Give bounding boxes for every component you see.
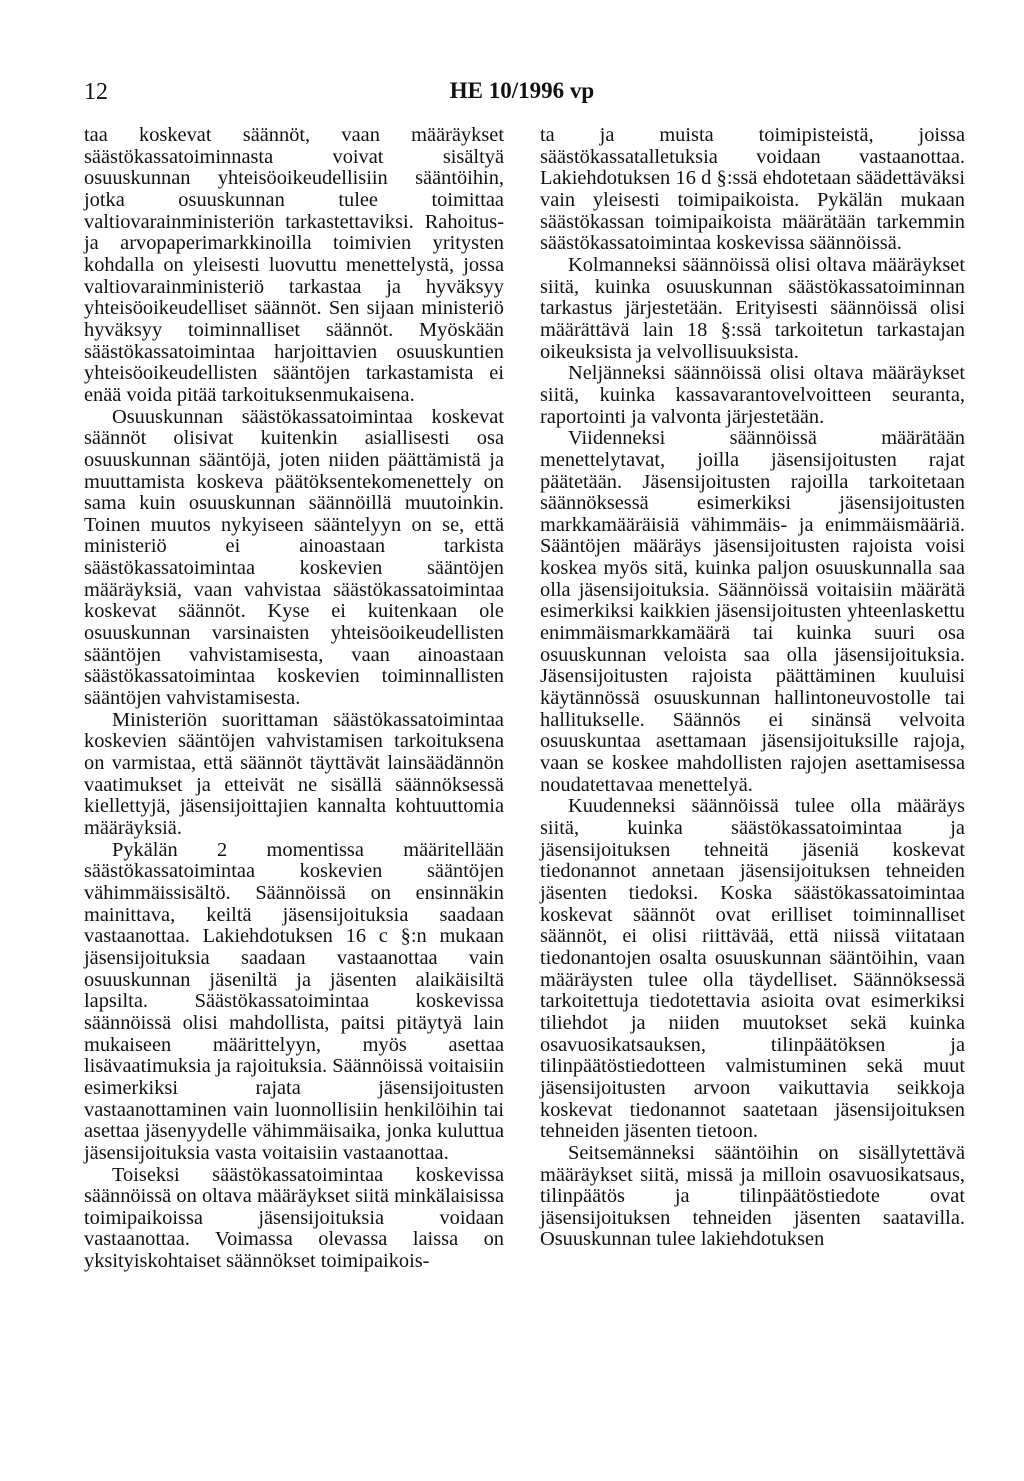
paragraph: Kuudenneksi säännöissä tulee olla määräys siitä, kuinka säästökassatoimintaa ja jäsensijoituksen tehneitä jäseniä koskevat tiedonannot annetaan jäsensijoituksen tehneiden jäsenten tiedoksi. Koska säästökassatoimintaa koskevat säännöt ovat erilliset toiminnalliset säännöt, ei olisi riittävää, että niissä viitataan tiedonantojen osalta osuuskunnan sääntöihin, vaan määräysten tulee olla täydelliset. Säännöksessä tarkoitettuja tiedotettavia asioita ovat esimerkiksi tiliehdot ja niiden muutokset sekä kuinka osavuosikatsauksen, tilinpäätöksen ja tilinpäätöstiedotteen valmistuminen sekä muut jäsensijoitusten arvoon vaikuttavia seikkoja koskevat tiedonannot saatetaan jäsensijoituksen tehneiden jäsenten tietoon. xyxy=(540,795,965,1143)
paragraph: Pykälän 2 momentissa määritellään säästökassatoimintaa koskevien sääntöjen vähimmäissisältö. Säännöissä on ensinnäkin mainittava, keiltä jäsensijoituksia saadaan vastaanottaa. Lakiehdotuksen 16 c §:n mukaan jäsensijoituksia saadaan vastaanottaa vain osuuskunnan jäseniltä ja jäsenten alaikäisiltä lapsilta. Säästökassatoimintaa koskevissa säännöissä olisi mahdollista, paitsi pitäytyä lain mukaiseen määrittelyyn, myös asettaa lisävaatimuksia ja rajoituksia. Säännöissä voitaisiin esimerkiksi rajata jäsensijoitusten vastaanottaminen vain luonnollisiin henkilöihin tai asettaa jäsenyydelle vähimmäisaika, jonka kuluttua jäsensijoituksia vasta voitaisiin vastaanottaa. xyxy=(84,838,504,1164)
left-column xyxy=(84,125,504,1273)
paragraph: taa koskevat säännöt, vaan määräykset säästökassatoiminnasta voivat sisältyä osuuskunnan yhteisöoikeudellisiin sääntöihin, jotka osuuskunnan tulee toimittaa valtiovarainministeriön tarkastettaviksi. Rahoitus- ja arvopaperimarkkinoilla toimivien yritysten kohdalla on yleisesti luovuttu menettelystä, jossa valtiovarainministeriö tarkastaa ja hyväksyy yhteisöoikeudelliset säännöt. Sen sijaan ministeriö hyväksyy toiminnalliset säännöt. Myöskään säästökassatoimintaa harjoittavien osuuskuntien yhteisöoikeudellisten sääntöjen tarkastamista ei enää voida pitää tarkoituksenmukaisena. xyxy=(84,124,504,406)
paragraph: Seitsemänneksi sääntöihin on sisällytettävä määräykset siitä, missä ja milloin osavuosikatsaus, tilinpäätös ja tilinpäätöstiedote ovat jäsensijoituksen tehneiden jäsenten saatavilla. Osuuskunnan tulee lakiehdotuksen xyxy=(540,1141,965,1251)
paragraph: Osuuskunnan säästökassatoimintaa koskevat säännöt olisivat kuitenkin asiallisesti osa osuuskunnan sääntöjä, joten niiden päättämistä ja muuttamista koskeva päätöksentekomenettely on sama kuin osuuskunnan säännöillä muutoinkin. Toinen muutos nykyiseen sääntelyyn on se, että ministeriö ei ainoastaan tarkista säästökassatoimintaa koskevien sääntöjen määräyksiä, vaan vahvistaa säästökassatoimintaa koskevat säännöt. Kyse ei kuitenkaan ole osuuskunnan varsinaisten yhteisöoikeudellisten sääntöjen vahvistamisesta, vaan ainoastaan säästökassatoimintaa koskevien toiminnallisten sääntöjen vahvistamisesta. xyxy=(84,405,504,710)
paragraph: ta ja muista toimipisteistä, joissa säästökassatalletuksia voidaan vastaanottaa. Lakiehdotuksen 16 d §:ssä ehdotetaan säädettäväksi vain yleisesti toimipaikoista. Pykälän mukaan säästökassan toimipaikoista määrätään tarkemmin säästökassatoimintaa koskevissa säännöissä. xyxy=(540,124,965,255)
paragraph: Kolmanneksi säännöissä olisi oltava määräykset siitä, kuinka osuuskunnan säästökassatoiminnan tarkastus järjestetään. Erityisesti säännöissä olisi määrättävä lain 18 §:ssä tarkoitetun tarkastajan oikeuksista ja velvollisuuksista. xyxy=(540,253,965,363)
paragraph: Viidenneksi säännöissä määrätään menettelytavat, joilla jäsensijoitusten rajat päätetään. Jäsensijoitusten rajoilla tarkoitetaan säännöksessä esimerkiksi jäsensijoitusten markkamääräisiä vähimmäis- ja enimmäismääriä. Sääntöjen määräys jäsensijoitusten rajoista voisi koskea myös sitä, kuinka paljon osuuskunnalla saa olla jäsensijoituksia. Säännöissä voitaisiin määrätä esimerkiksi kaikkien jäsensijoitusten yhteenlaskettu enimmäismarkkamäärä tai kuinka suuri osa osuuskunnan veloista saa olla jäsensijoituksia. Jäsensijoitusten rajoista päättäminen kuuluisi käytännössä osuuskunnan hallintoneuvostolle tai hallitukselle. Säännös ei sinänsä velvoita osuuskuntaa asettamaan jäsensijoituksille rajoja, vaan se koskee mahdollisten rajojen asettamisessa noudatettavaa menettelyä. xyxy=(540,427,965,796)
running-head: HE 10/1996 vp xyxy=(449,78,595,103)
paragraph: Neljänneksi säännöissä olisi oltava määräykset siitä, kuinka kassavarantovelvoitteen seuranta, raportointi ja valvonta järjestetään. xyxy=(540,362,965,428)
page-number: 12 xyxy=(84,79,108,105)
right-column xyxy=(540,125,965,1251)
paragraph: Ministeriön suorittaman säästökassatoimintaa koskevien sääntöjen vahvistamisen tarkoituksena on varmistaa, että säännöt täyttävät lainsäädännön vaatimukset ja etteivät ne sisällä säännöksessä kiellettyjä, jäsensijoittajien kannalta kohtuuttomia määräyksiä. xyxy=(84,708,504,839)
paragraph: Toiseksi säästökassatoimintaa koskevissa säännöissä on oltava määräykset siitä minkälaisissa toimipaikoissa jäsensijoituksia voidaan vastaanottaa. Voimassa olevassa laissa on yksityiskohtaiset säännökset toimipaikois- xyxy=(84,1163,504,1273)
